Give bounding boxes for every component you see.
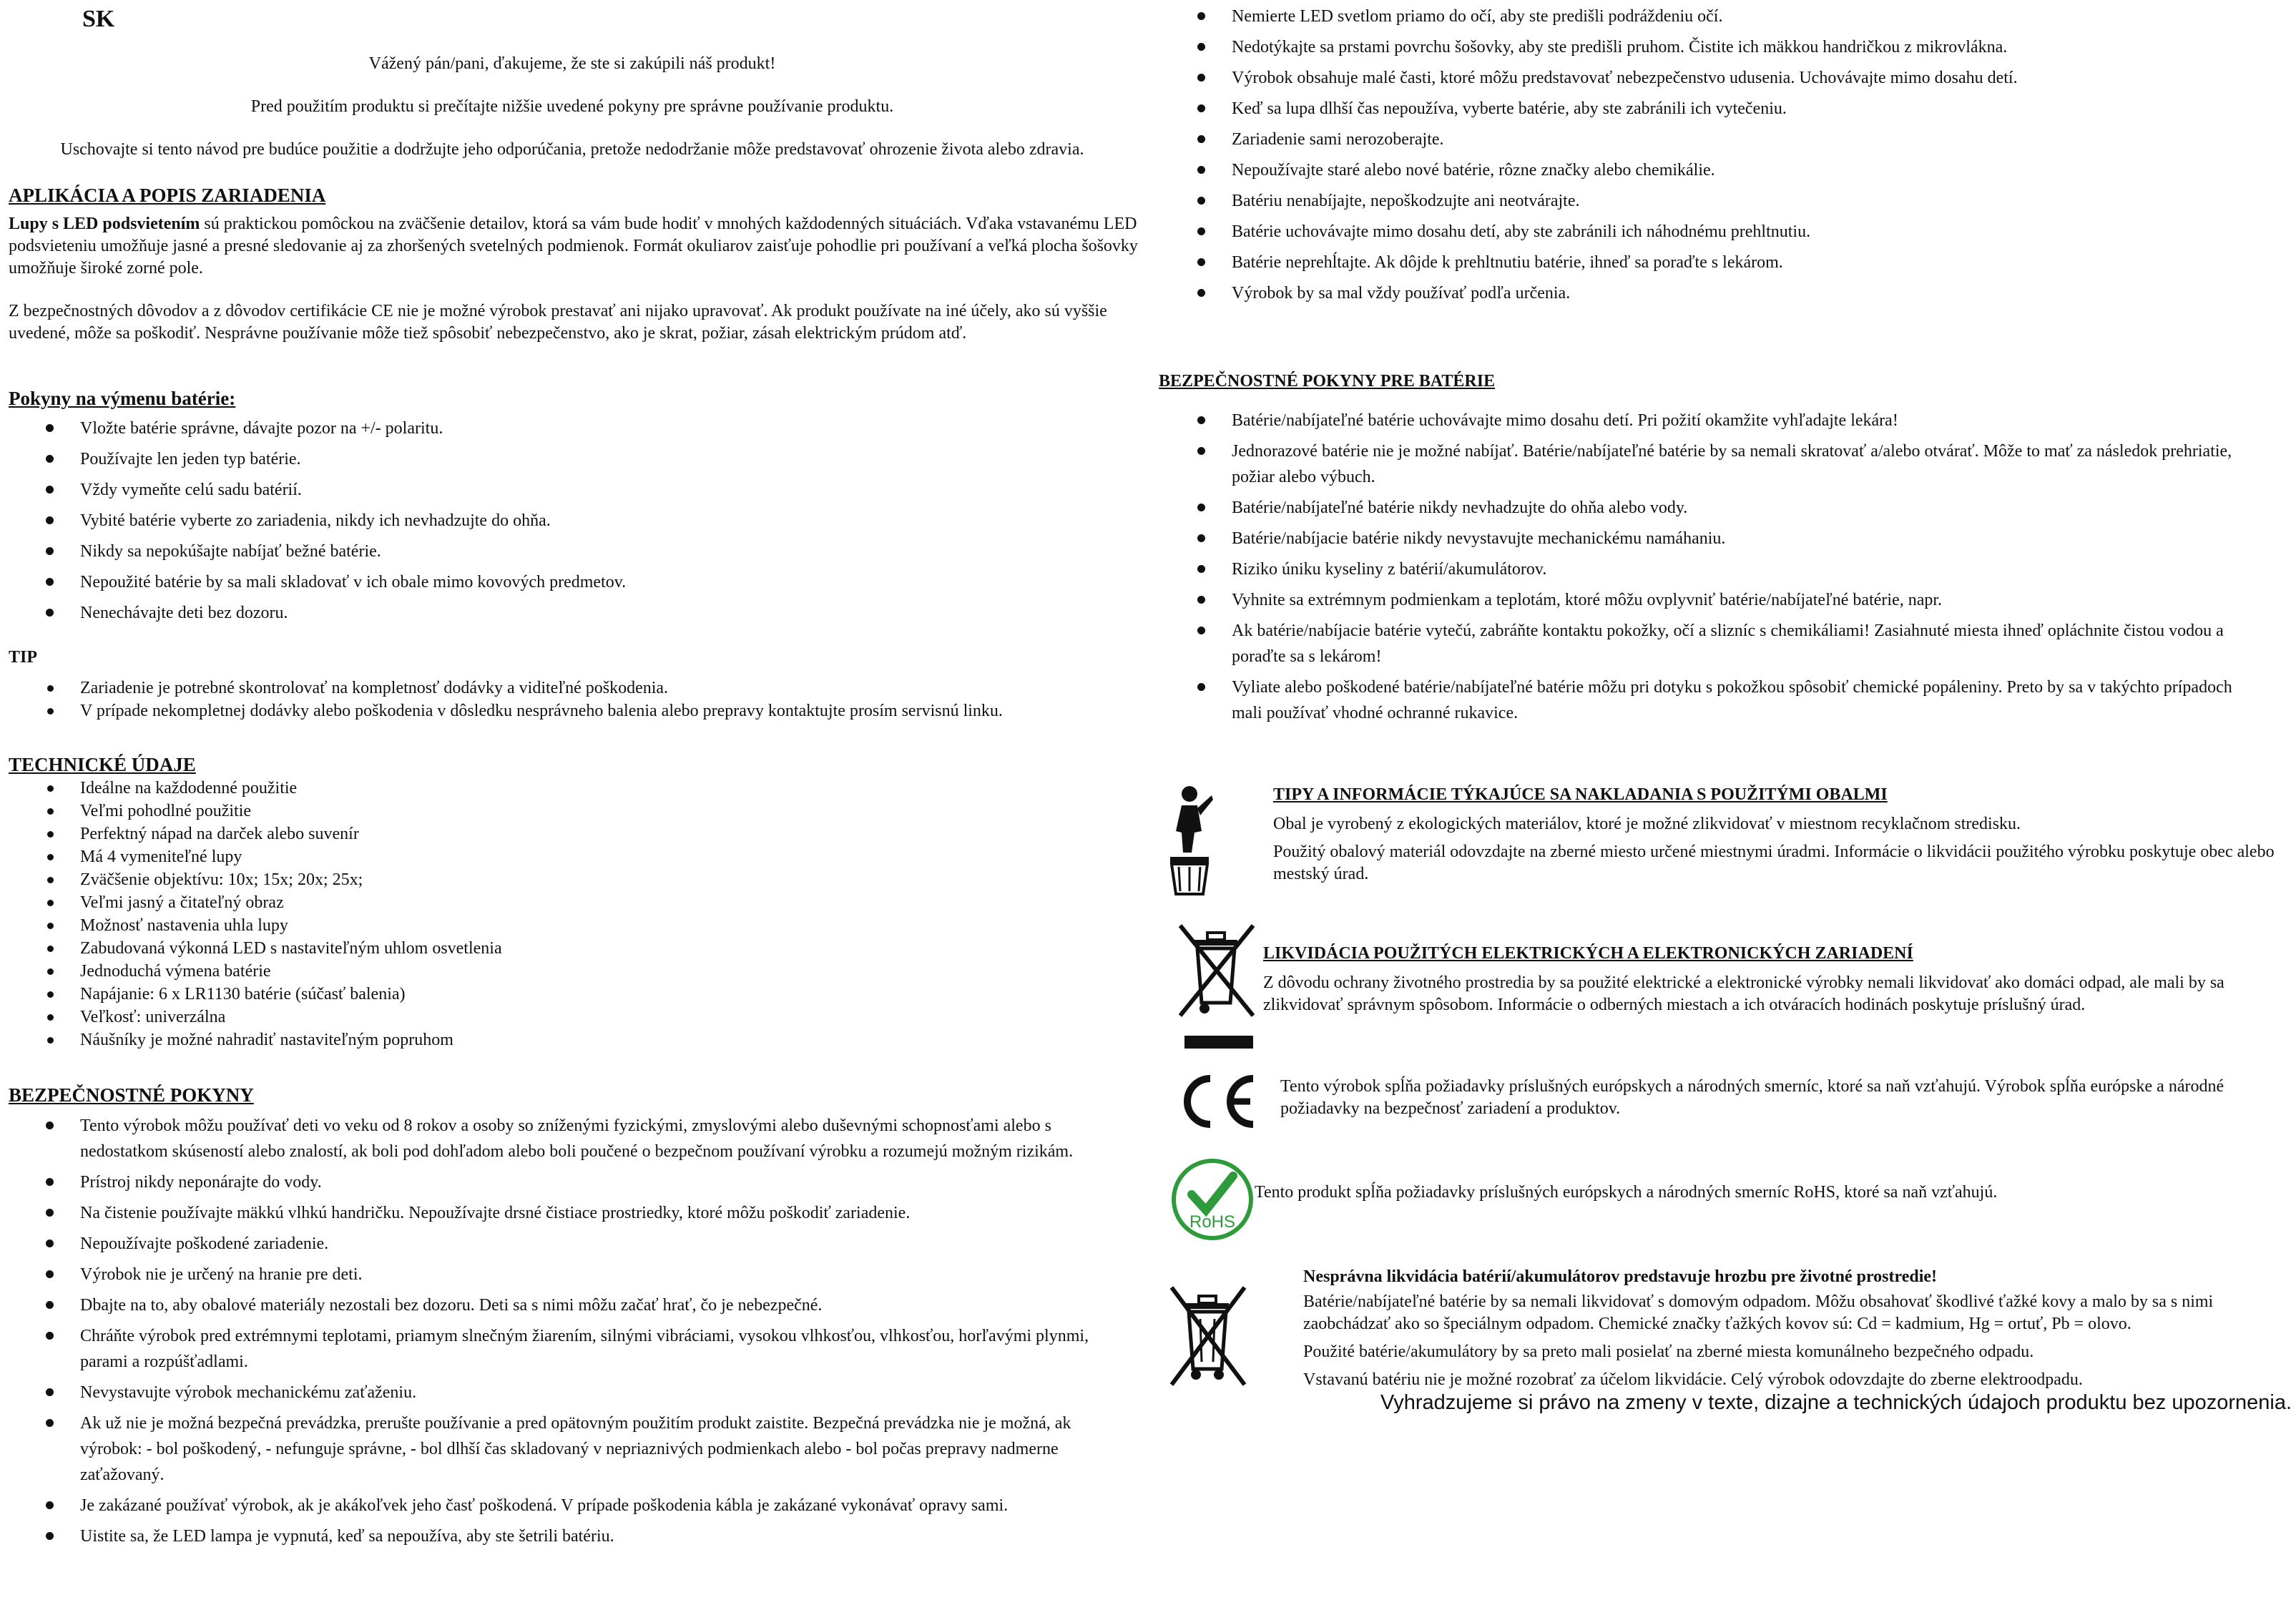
list-item: Vybité batérie vyberte zo zariadenia, nikdy ich nevhadzujte do ohňa. [7, 508, 1137, 534]
list-item: Ak už nie je možná bezpečná prevádzka, prerušte používanie a pred opätovným použitím produkt zaistite. Bezpečná prevádzka nie je možná, ak výrobok: - bol poškodený, - nefunguje správne, - bol dlhší čas skladovaný v nepriaznivých podmienkach alebo - bol počas prepravy nadmerne zaťažovaný. [7, 1410, 1123, 1488]
list-item: Riziko úniku kyseliny z batérií/akumulátorov. [1159, 556, 2260, 582]
list-item: Nepoužité batérie by sa mali skladovať v ich obale mimo kovových predmetov. [7, 569, 1137, 595]
list-item: Batériu nenabíjajte, nepoškodzujte ani neotvárajte. [1159, 188, 2289, 214]
list-item: Batérie uchovávajte mimo dosahu detí, aby ste zabránili ich náhodnému prehltnutiu. [1159, 219, 2289, 245]
battery-safety-list [1159, 408, 2260, 731]
list-item: Zväčšenie objektívu: 10x; 15x; 20x; 25x; [7, 868, 1137, 891]
packaging-text-1: Obal je vyrobený z ekologických materiálov, ktoré je možné zlikvidovať v miestnom recyklačnom stredisku. [1273, 815, 2021, 833]
application-lead: Lupy s LED podsvietením [9, 215, 200, 233]
list-item: Možnosť nastavenia uhla lupy [7, 914, 1137, 937]
crossed-bin-icon [1179, 924, 1257, 1056]
list-item: Zariadenie sami nerozoberajte. [1159, 127, 2289, 152]
list-item: Náušníky je možné nahradiť nastaviteľným popruhom [7, 1029, 1137, 1051]
weee-block [1263, 943, 2265, 1016]
list-item: Batérie/nabíjacie batérie nikdy nevystavujte mechanickému namáhaniu. [1159, 526, 2260, 551]
list-item: Perfektný nápad na darček alebo suvenír [7, 823, 1137, 845]
list-item: Napájanie: 6 x LR1130 batérie (súčasť balenia) [7, 983, 1137, 1006]
safety-list-left [7, 1113, 1123, 1554]
ce-note: Z bezpečnostných dôvodov a z dôvodov certifikácie CE nie je možné výrobok prestavať ani nijako upravovať. Ak produkt používate na iné účely, ako sú vyššie uvedené, môže sa poškodiť. Nesprávne používanie môže tiež spôsobiť nebezpečenstvo, ako je skrat, požiar, zásah elektrickým prúdom atď. [9, 302, 1107, 343]
list-item: Vyliate alebo poškodené batérie/nabíjateľné batérie môžu pri dotyku s pokožkou spôsobiť chemické popáleniny. Preto by sa v takýchto prípadoch mali používať vhodné ochranné rukavice. [1159, 674, 2260, 726]
list-item: Nikdy sa nepokúšajte nabíjať bežné batérie. [7, 539, 1137, 564]
list-item: Keď sa lupa dlhší čas nepoužíva, vyberte batérie, aby ste zabránili ich vytečeniu. [1159, 96, 2289, 122]
list-item: Má 4 vymeniteľné lupy [7, 845, 1137, 868]
list-item: Veľkosť: univerzálna [7, 1006, 1137, 1029]
list-item: Ideálne na každodenné použitie [7, 777, 1137, 800]
safety-list-right [1159, 4, 2289, 311]
battery-disposal-block [1303, 1266, 2262, 1391]
list-item: Používajte len jeden typ batérie. [7, 446, 1137, 472]
list-item: Batérie/nabíjateľné batérie uchovávajte mimo dosahu detí. Pri požití okamžite vyhľadajte lekára! [1159, 408, 2260, 433]
ce-text: Tento výrobok spĺňa požiadavky príslušných európskych a národných smerníc, ktoré sa naň vzťahujú. Výrobok spĺňa európske a národné požiadavky na bezpečnosť zariadení a produktov. [1280, 1077, 2224, 1118]
list-item: Prístroj nikdy neponárajte do vody. [7, 1169, 1123, 1195]
list-item: Zariadenie je potrebné skontrolovať na kompletnosť dodávky a viditeľné poškodenia. [7, 677, 1137, 700]
application-description [9, 213, 1139, 280]
weee-title: LIKVIDÁCIA POUŽITÝCH ELEKTRICKÝCH A ELEKTRONICKÝCH ZARIADENÍ [1263, 944, 1913, 963]
list-item: Veľmi pohodlné použitie [7, 800, 1137, 823]
battery-replace-title: Pokyny na výmenu batérie: [9, 388, 236, 409]
battery-replace-list [7, 416, 1137, 631]
rohs-badge-icon [1170, 1157, 1255, 1245]
list-item: Nemierte LED svetlom priamo do očí, aby ste predišli podráždeniu očí. [1159, 4, 2289, 29]
tidy-man-icon [1166, 781, 1213, 899]
battery-disposal-title: Nesprávna likvidácia batérií/akumulátorov predstavuje hrozbu pre životné prostredie! [1303, 1267, 1938, 1286]
battery-safety-title: BEZPEČNOSTNÉ POKYNY PRE BATÉRIE [1159, 372, 1496, 391]
list-item: Nevystavujte výrobok mechanickému zaťaženiu. [7, 1380, 1123, 1405]
packaging-text-2: Použitý obalový materiál odovzdajte na zberné miesto určené miestnymi úradmi. Informácie o likvidácii použitého výrobku poskytuje obec alebo mestský úrad. [1273, 843, 2275, 883]
battery-disposal-text-2: Použité batérie/akumulátory by sa preto mali posielať na zberné miesta komunálneho bezpečného odpadu. [1303, 1343, 2034, 1361]
list-item: Jednoduchá výmena batérie [7, 960, 1137, 983]
list-item: Výrobok nie je určený na hranie pre deti. [7, 1262, 1123, 1287]
list-item: Uistite sa, že LED lampa je vypnutá, keď sa nepoužíva, aby ste šetrili batériu. [7, 1523, 1123, 1549]
intro-keep: Uschovajte si tento návod pre budúce použitie a dodržujte jeho odporúčania, pretože nedodržanie môže predstavovať ohrozenie života alebo zdravia. [60, 140, 1084, 159]
list-item: Jednorazové batérie nie je možné nabíjať. Batérie/nabíjateľné batérie by sa nemali skratovať a/alebo otvárať. Môže to mať za následok prehriatie, požiar alebo výbuch. [1159, 438, 2260, 490]
list-item: V prípade nekompletnej dodávky alebo poškodenia v dôsledku nesprávneho balenia alebo prepravy kontaktujte prosím servisnú linku. [7, 700, 1137, 722]
list-item: Veľmi jasný a čitateľný obraz [7, 891, 1137, 914]
safety-title: BEZPEČNOSTNÉ POKYNY [9, 1084, 254, 1106]
crossed-bin-battery-icon [1169, 1285, 1247, 1403]
list-item: Výrobok by sa mal vždy používať podľa určenia. [1159, 280, 2289, 306]
list-item: Chráňte výrobok pred extrémnymi teplotami, priamym slnečným žiarením, silnými vibráciami, vysokou vlhkosťou, vlhkosťou, horľavými plynmi, parami a rozpúšťadlami. [7, 1323, 1123, 1375]
battery-disposal-text-1: Batérie/nabíjateľné batérie by sa nemali likvidovať s domovým odpadom. Môžu obsahovať škodlivé ťažké kovy a malo by sa s nimi zaobchádzať ako so špeciálnym odpadom. Chemické značky ťažkých kovov sú: Cd = kadmium, Hg = ortuť, Pb = olovo. [1303, 1292, 2214, 1333]
ce-mark-icon [1173, 1071, 1259, 1135]
packaging-block [1273, 784, 2275, 885]
list-item: Tento výrobok môžu používať deti vo veku od 8 rokov a osoby so zníženými fyzickými, zmyslovými alebo duševnými schopnosťami alebo s nedostatkom skúseností alebo znalostí, ak boli pod dohľadom alebo boli poučené o bezpečnom používaní výrobku a rozumejú možným rizikám. [7, 1113, 1123, 1164]
specs-list [7, 777, 1137, 1051]
list-item: Ak batérie/nabíjacie batérie vytečú, zabráňte kontaktu pokožky, očí a slizníc s chemikáliami! Zasiahnuté miesta ihneď opláchnite čistou vodou a poraďte sa s lekárom! [1159, 618, 2260, 669]
rohs-text: Tento produkt spĺňa požiadavky príslušných európskych a národných smerníc RoHS, ktoré sa naň vzťahujú. [1255, 1183, 1998, 1202]
packaging-title: TIPY A INFORMÁCIE TÝKAJÚCE SA NAKLADANIA S POUŽITÝMI OBALMI [1273, 785, 1888, 804]
weee-text: Z dôvodu ochrany životného prostredia by sa použité elektrické a elektronické výrobky nemali likvidovať ako domáci odpad, ale mali by sa zlikvidovať správnym spôsobom. Informácie o odberných miestach a ich otváracích hodinách poskytuje príslušný úrad. [1263, 973, 2224, 1014]
specs-title: TECHNICKÉ ÚDAJE [9, 754, 196, 775]
list-item: Je zakázané používať výrobok, ak je akákoľvek jeho časť poškodená. V prípade poškodenia kábla je zakázané vykonávať opravy sami. [7, 1493, 1123, 1518]
list-item: Nedotýkajte sa prstami povrchu šošovky, aby ste predišli pruhom. Čistite ich mäkkou handričkou z mikrovlákna. [1159, 34, 2289, 60]
intro-read-before: Pred použitím produktu si prečítajte nižšie uvedené pokyny pre správne používanie produktu. [250, 97, 894, 116]
application-lead-rest: sú praktickou pomôckou na zväčšenie detailov, ktorá sa vám bude hodiť v mnohých každodenných situáciách. Vďaka vstavanému LED podsvieteniu umožňuje jasné a presné sledovanie aj za zhoršených svetelných podmienok. Formát okuliarov zaisťuje pohodlie pri používaní a veľká plocha šošovky umožňuje široké zorné pole. [9, 215, 1138, 278]
disclaimer: Vyhradzujeme si právo na zmeny v texte, dizajne a technických údajoch produktu bez upozornenia. [1380, 1391, 2292, 1414]
list-item: Nenechávajte deti bez dozoru. [7, 600, 1137, 626]
list-item: Vyhnite sa extrémnym podmienkam a teplotám, ktoré môžu ovplyvniť batérie/nabíjateľné batérie, napr. [1159, 587, 2260, 613]
language-code: SK [82, 6, 115, 32]
list-item: Vždy vymeňte celú sadu batérií. [7, 477, 1137, 503]
list-item: Batérie/nabíjateľné batérie nikdy nevhadzujte do ohňa alebo vody. [1159, 495, 2260, 521]
list-item: Dbajte na to, aby obalové materiály nezostali bez dozoru. Deti sa s nimi môžu začať hrať, čo je nebezpečné. [7, 1292, 1123, 1318]
list-item: Na čistenie používajte mäkkú vlhkú handričku. Nepoužívajte drsné čistiace prostriedky, ktoré môžu poškodiť zariadenie. [7, 1200, 1123, 1226]
list-item: Vložte batérie správne, dávajte pozor na +/- polaritu. [7, 416, 1137, 441]
list-item: Výrobok obsahuje malé časti, ktoré môžu predstavovať nebezpečenstvo udusenia. Uchovávajte mimo dosahu detí. [1159, 65, 2289, 91]
battery-disposal-text-3: Vstavanú batériu nie je možné rozobrať za účelom likvidácie. Celý výrobok odovzdajte do zberne elektroodpadu. [1303, 1370, 2083, 1389]
list-item: Nepoužívajte staré alebo nové batérie, rôzne značky alebo chemikálie. [1159, 157, 2289, 183]
list-item: Batérie neprehĺtajte. Ak dôjde k prehltnutiu batérie, ihneď sa poraďte s lekárom. [1159, 250, 2289, 275]
tip-label: TIP [9, 648, 38, 667]
tip-list [7, 677, 1137, 722]
list-item: Nepoužívajte poškodené zariadenie. [7, 1231, 1123, 1257]
rohs-label: RoHS [1189, 1212, 1236, 1232]
list-item: Zabudovaná výkonná LED s nastaviteľným uhlom osvetlenia [7, 937, 1137, 960]
intro-thanks: Vážený pán/pani, ďakujeme, že ste si zakúpili náš produkt! [368, 54, 776, 73]
application-title: APLIKÁCIA A POPIS ZARIADENIA [9, 185, 326, 206]
